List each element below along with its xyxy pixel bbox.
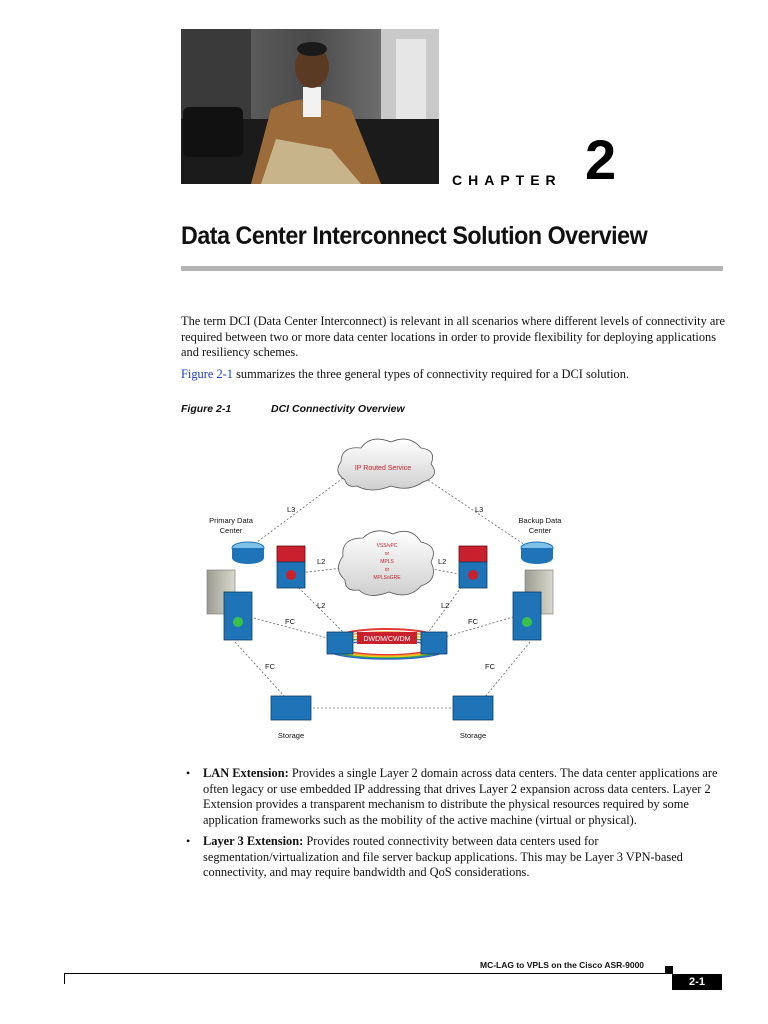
- bullet-marker: •: [186, 834, 191, 848]
- l2-right-upper-label: L2: [438, 557, 447, 566]
- left-storage: [271, 696, 311, 740]
- footer-marker: [665, 966, 673, 974]
- bullet-marker: •: [186, 766, 191, 780]
- figure-caption: [181, 403, 405, 415]
- figure-link[interactable]: Figure 2-1: [181, 367, 233, 381]
- title-rule: [181, 266, 723, 271]
- ip-routed-cloud: [338, 439, 435, 490]
- right-firewall: [459, 546, 487, 588]
- storage-left-label: Storage: [277, 731, 305, 740]
- right-storage: [453, 696, 493, 740]
- backup-label-2: Center: [528, 526, 552, 535]
- page-title: Data Center Interconnect Solution Overview: [181, 222, 648, 250]
- bullet-term: Layer 3 Extension:: [203, 834, 304, 848]
- bullet-text: Provides a single Layer 2 domain across data centers. The data center applications are often legacy or use embedded IP addressing that drives Layer 2 expansion across data centers. Layer 2 Extension provides a transparent mechanism to distribute the physical resources required by some application frameworks such as the mobility of the active machine (virtual or physical).: [203, 766, 718, 827]
- l2-right-lower-label: L2: [441, 601, 450, 610]
- dwdm-label: DWDM/CWDM: [363, 636, 411, 643]
- figure-reference-text: summarizes the three general types of connectivity required for a DCI solution.: [232, 367, 629, 381]
- list-item: [181, 834, 726, 881]
- figure-reference-paragraph: [181, 367, 726, 383]
- backup-label-1: Backup Data: [518, 516, 562, 525]
- dci-connectivity-diagram: [195, 432, 575, 752]
- fc-right-lower-label: FC: [485, 662, 495, 671]
- storage-right-label: Storage: [459, 731, 487, 740]
- figure-title: DCI Connectivity Overview: [271, 403, 405, 415]
- l2-cloud-label-3: MPLS: [380, 559, 394, 565]
- footer-rule: [64, 973, 668, 974]
- l2-core-cloud: [338, 531, 433, 596]
- l2-cloud-label-2: or: [384, 551, 390, 557]
- ip-cloud-label: IP Routed Service: [354, 465, 412, 472]
- dwdm-ring: [327, 629, 447, 659]
- left-firewall: [277, 546, 305, 588]
- fc-left-lower-label: FC: [265, 662, 275, 671]
- footer-document-title: MC-LAG to VPLS on the Cisco ASR-9000: [480, 960, 645, 970]
- connectivity-types-list: [181, 766, 726, 887]
- l3-left-label: L3: [287, 505, 296, 514]
- primary-label-1: Primary Data: [209, 516, 253, 525]
- figure-number: Figure 2-1: [181, 403, 232, 415]
- l2-left-lower-label: L2: [317, 601, 326, 610]
- chapter-label: CHAPTER: [452, 172, 562, 188]
- fc-right-upper-label: FC: [468, 617, 478, 626]
- left-san-switch: [224, 592, 252, 640]
- footer-tick: [64, 973, 65, 984]
- l2-cloud-label-1: VSS/vPC: [376, 543, 398, 549]
- list-item: [181, 766, 726, 828]
- fc-left-upper-label: FC: [285, 617, 295, 626]
- page-number: 2-1: [672, 974, 722, 990]
- l2-cloud-label-4: or: [384, 567, 390, 573]
- chapter-header-photo: [181, 29, 439, 184]
- l2-cloud-label-5: MPLSoGRE: [373, 575, 401, 581]
- bullet-text: Provides routed connectivity between data centers used for segmentation/virtualization and file server backup applications. This may be Layer 3 VPN-based connectivity, and may require bandwidth and QoS considerations.: [203, 834, 683, 879]
- intro-paragraph: The term DCI (Data Center Interconnect) is relevant in all scenarios where different levels of connectivity are required between two or more data center locations in order to provide flexibility for deploying applications and resiliency schemes.: [181, 314, 726, 359]
- l2-left-upper-label: L2: [317, 557, 326, 566]
- primary-label-2: Center: [219, 526, 243, 535]
- chapter-number: 2: [585, 128, 617, 191]
- l3-right-label: L3: [475, 505, 484, 514]
- right-san-switch: [513, 592, 541, 640]
- bullet-term: LAN Extension:: [203, 766, 289, 780]
